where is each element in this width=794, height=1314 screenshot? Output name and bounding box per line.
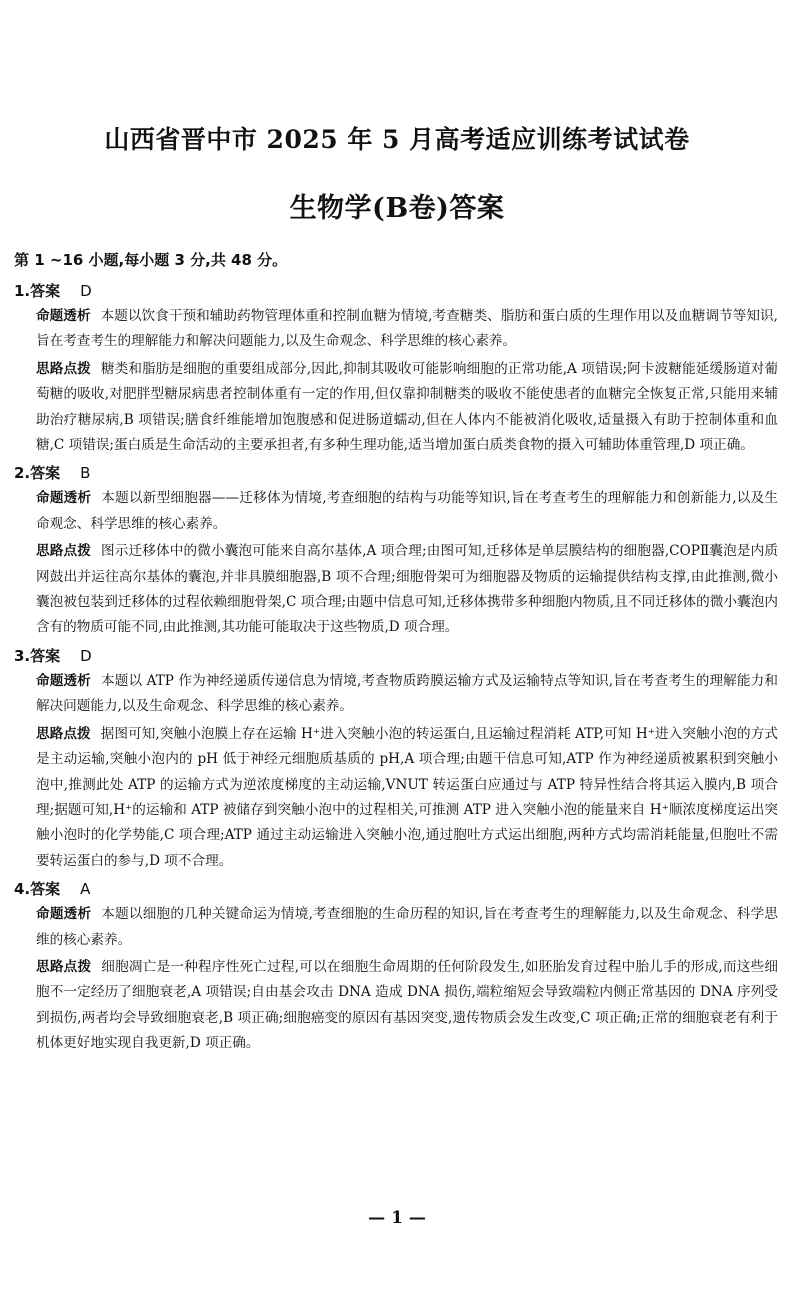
analysis-paragraph — [14, 902, 778, 953]
answer-value: D — [80, 282, 92, 300]
analysis-text: 本题以 ATP 作为神经递质传递信息为情境,考查物质跨膜运输方式及运输特点等知识,旨在考查考生的理解能力和解决问题能力,以及生命观念、科学思维的核心素养。 — [36, 672, 778, 715]
question-heading — [14, 279, 778, 303]
analysis-label: 命题透析 — [36, 906, 92, 923]
hint-paragraph — [14, 955, 778, 1057]
analysis-text: 本题以新型细胞器——迁移体为情境,考查细胞的结构与功能等知识,旨在考查考生的理解能力和创新能力,以及生命观念、科学思维的核心素养。 — [36, 490, 778, 532]
question-number: 3. — [14, 646, 31, 665]
analysis-text: 本题以饮食干预和辅助药物管理体重和控制血糖为情境,考查糖类、脂肪和蛋白质的生理作用以及血糖调节等知识,旨在考查考生的理解能力和解决问题能力,以及生命观念、科学思维的核心素养。 — [36, 308, 779, 350]
question-heading — [14, 461, 778, 485]
answer-label: 答案 — [30, 282, 61, 300]
question-number: 1. — [14, 282, 31, 300]
hint-text: 细胞凋亡是一种程序性死亡过程,可以在细胞生命周期的任何阶段发生,如胚胎发育过程中胎儿手的形成,而这些细胞不一定经历了细胞衰老,A 项错误;自由基会攻击 DNA 造成 DNA 损伤,端粒缩短会导致端粒内侧正常基因的 DNA 序列受到损伤,两者均会导致细胞衰老,B 项正确;细胞癌变的原因有基因突变,遗传物质会发生改变,C 项正确;正常的细胞衰老有利于机体更好地实现自我更新,D 项正确。 — [36, 958, 778, 1052]
answer-value: A — [80, 880, 91, 899]
scoring-note: 第 1 ~16 小题,每小题 3 分,共 48 分。 — [14, 251, 288, 269]
exam-subtitle: 生物学(B卷)答案 — [289, 193, 505, 224]
analysis-paragraph — [14, 304, 778, 355]
answer-label: 答案 — [30, 646, 61, 665]
hint-label: 思路点拨 — [36, 543, 91, 560]
answer-value: D — [80, 646, 92, 665]
analysis-paragraph — [14, 486, 778, 537]
answer-value: B — [80, 464, 91, 483]
question-heading — [14, 644, 778, 668]
analysis-text: 本题以细胞的几种关键命运为情境,考查细胞的生命历程的知识,旨在考查考生的理解能力,以及生命观念、科学思维的核心素养。 — [36, 906, 778, 948]
question-number: 4. — [14, 880, 31, 899]
hint-paragraph — [14, 539, 778, 641]
answer-list — [14, 276, 778, 1059]
analysis-label: 命题透析 — [36, 672, 91, 689]
hint-text: 图示迁移体中的微小囊泡可能来自高尔基体,A 项合理;由图可知,迁移体是单层膜结构的细胞器,COPⅡ囊泡是内质网鼓出并运往高尔基体的囊泡,并非具膜细胞器,B 项不合理;细胞骨架可为细胞器及物质的运输提供结构支撑,由此推测,微小囊泡被包装到迁移体的过程依赖细胞骨架,C 项合理;由题中信息可知,迁移体携带多种细胞内物质,且不同迁移体的微小囊泡内含有的物质可能不同,由此推测,其功能可能取决于这些物质,D 项合理。 — [36, 543, 778, 636]
question-number: 2. — [14, 464, 31, 483]
hint-text: 据图可知,突触小泡膜上存在运输 H⁺进入突触小泡的转运蛋白,且运输过程消耗 ATP,可知 H⁺进入突触小泡的方式是主动运输,突触小泡内的 pH 低于神经元细胞质基质的 pH,A 项合理;由题干信息可知,ATP 作为神经递质被累积到突触小泡中,推测此处 ATP 的运输方式为逆浓度梯度的主动运输,VNUT 转运蛋白应通过与 ATP 特异性结合将其运入膜内,B 项合理;据题可知,H⁺的运输和 ATP 被储存到突触小泡中的过程相关,可推测 ATP 进入突触小泡的能量来自 H⁺顺浓度梯度运出突触小泡时的化学势能,C 项合理;ATP 通过主动运输进入突触小泡,通过胞吐方式运出细胞,两种方式均需消耗能量,但胞吐不需要转运蛋白的参与,D 项不合理。 — [36, 725, 779, 869]
hint-label: 思路点拨 — [36, 360, 91, 377]
answer-label: 答案 — [30, 880, 61, 899]
analysis-label: 命题透析 — [36, 308, 91, 324]
hint-label: 思路点拨 — [36, 725, 91, 742]
exam-title: 山西省晋中市 2025 年 5 月高考适应训练考试试卷 — [104, 125, 690, 154]
analysis-paragraph — [14, 669, 778, 720]
hint-label: 思路点拨 — [36, 958, 92, 975]
hint-paragraph — [14, 357, 778, 459]
hint-text: 糖类和脂肪是细胞的重要组成部分,因此,抑制其吸收可能影响细胞的正常功能,A 项错误;阿卡波糖能延缓肠道对葡萄糖的吸收,对肥胖型糖尿病患者控制体重有一定的作用,但仅靠抑制糖类的吸收不能使患者的血糖完全恢复正常,只能用来辅助治疗糖尿病,B 项错误;膳食纤维能增加饱腹感和促进肠道蠕动,但在人体内不能被消化吸收,适量摄入有助于控制体重和血糖,C 项错误;蛋白质是生命活动的主要承担者,有多种生理功能,适当增加蛋白质类食物的摄入可辅助体重管理,D 项正确。 — [36, 360, 779, 454]
hint-paragraph — [14, 722, 778, 874]
question-heading — [14, 877, 778, 901]
answer-label: 答案 — [30, 464, 61, 483]
page-number: — 1 — — [368, 1208, 426, 1228]
analysis-label: 命题透析 — [36, 490, 92, 507]
